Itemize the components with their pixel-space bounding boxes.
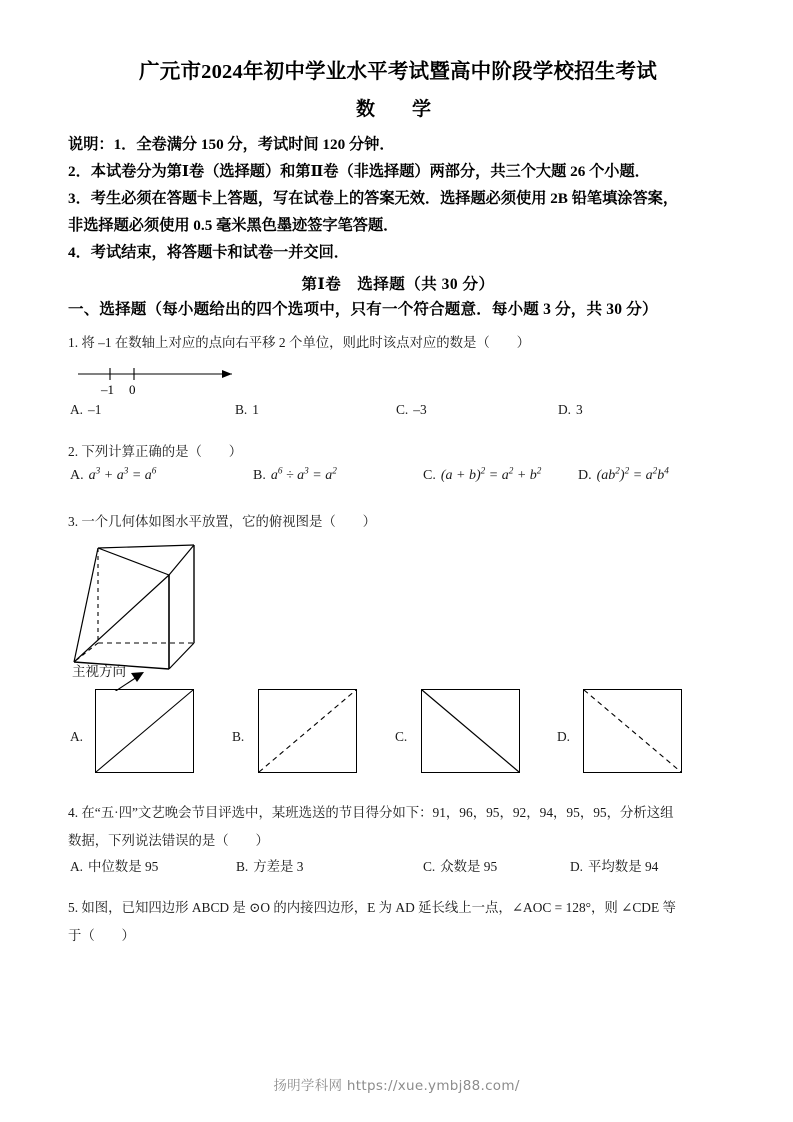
- paper-part-heading: 第Ⅰ卷 选择题（共 30 分）: [301, 275, 495, 293]
- question-3-solid-figure: [68, 535, 728, 687]
- question-2-option-b[interactable]: [253, 465, 337, 484]
- question-1-stem: [68, 329, 728, 356]
- front-view-direction-label: 主视方向: [72, 664, 126, 680]
- option-b-label: B.: [236, 859, 249, 875]
- question-2-text: 下列计算正确的是（ ）: [81, 444, 243, 460]
- option-d-label: D.: [558, 402, 572, 418]
- instruction-line-3: 3．考生必须在答题卡上答题，写在试卷上的答案无效．选择题必须使用 2B 铅笔填涂答案，: [68, 189, 679, 207]
- question-4-option-c[interactable]: [423, 856, 497, 875]
- option-c-label: C.: [423, 467, 436, 483]
- option-b-text: 方差是 3: [253, 859, 304, 875]
- question-5-text-line-2: 于（ ）: [68, 927, 135, 943]
- option-b-diagonal-icon: [258, 689, 357, 773]
- page-title: 广元市2024年初中学业水平考试暨高中阶段学校招生考试: [139, 61, 657, 83]
- question-4-option-d[interactable]: [570, 856, 658, 875]
- question-5-text-line-1: 如图，已知四边形 ABCD 是 ⊙O 的内接四边形，E 为 AD 延长线上一点，∠AOC = 128°，则 ∠CDE 等: [81, 900, 676, 916]
- question-5-line-1: [68, 894, 728, 921]
- question-1-text: 将 –1 在数轴上对应的点向右平移 2 个单位，则此时该点对应的数是（ ）: [81, 334, 530, 350]
- question-2-options: [68, 465, 728, 498]
- option-a-text: 中位数是 95: [88, 859, 159, 875]
- option-a-label: A.: [70, 467, 84, 483]
- option-c-text: 众数是 95: [440, 859, 498, 875]
- question-1-option-b[interactable]: [235, 402, 259, 418]
- question-4-text-line-1: 在“五·四”文艺晚会节目评选中，某班选送的节目得分如下：91，96，95，92，94，95，95，分析这组: [81, 805, 674, 821]
- option-d-text: 平均数是 94: [588, 859, 659, 875]
- question-1-options: [68, 402, 728, 428]
- option-c-diagonal-icon: [421, 689, 520, 773]
- option-a-label: A.: [70, 859, 84, 875]
- question-4-number: 4.: [68, 805, 79, 821]
- svg-text:–1: –1: [101, 382, 114, 398]
- section-heading: 一、选择题（每小题给出的四个选项中，只有一个符合题意．每小题 3 分，共 30 分）: [68, 300, 658, 318]
- option-b-text: 1: [252, 402, 259, 418]
- question-4-options: [68, 856, 728, 882]
- question-1-number: 1.: [68, 334, 79, 350]
- option-d-label: D.: [570, 859, 584, 875]
- site-watermark: 扬明学科网 https://xue.ymbj88.com/: [273, 1078, 520, 1094]
- question-3-option-b-label: B.: [232, 729, 245, 745]
- page-content: [68, 58, 728, 949]
- question-2-stem: [68, 438, 728, 465]
- instruction-line-5: 4．考试结束，将答题卡和试卷一并交回．: [68, 243, 349, 261]
- option-d-text: 3: [576, 402, 583, 418]
- subject-title: 数 学: [355, 98, 440, 120]
- option-a-text: –1: [88, 402, 102, 418]
- option-a-label: A.: [70, 402, 84, 418]
- question-2-option-a[interactable]: [70, 465, 157, 484]
- instruction-line-4: 非选择题必须使用 0.5 毫米黑色墨迹签字笔答题．: [68, 216, 399, 234]
- question-4-stem: [68, 799, 728, 854]
- option-b-label: B.: [235, 402, 248, 418]
- question-4-option-a[interactable]: [70, 856, 158, 875]
- exam-instructions: [68, 131, 728, 266]
- instruction-line-2: 2．本试卷分为第Ⅰ卷（选择题）和第Ⅱ卷（非选择题）两部分，共三个大题 26 个小题．: [68, 162, 650, 180]
- option-c-text: –3: [413, 402, 427, 418]
- question-4-text-line-2: 数据，下列说法错误的是（ ）: [68, 832, 269, 848]
- question-4-option-b[interactable]: [236, 856, 304, 875]
- question-3-option-c-label: C.: [395, 729, 408, 745]
- option-b-formula: $a^6 \div a^3 = a^2$: [270, 465, 337, 483]
- question-1-option-d[interactable]: [558, 402, 583, 418]
- option-c-label: C.: [423, 859, 436, 875]
- question-3-stem: [68, 508, 728, 535]
- option-a-formula: $a^3 + a^3 = a^6$: [88, 465, 157, 483]
- question-2-option-c[interactable]: [423, 465, 542, 484]
- option-c-label: C.: [396, 402, 409, 418]
- question-3-number: 3.: [68, 513, 79, 529]
- instruction-line-1: 说明：1．全卷满分 150 分，考试时间 120 分钟．: [68, 135, 395, 153]
- option-b-label: B.: [253, 467, 266, 483]
- question-5-number: 5.: [68, 900, 79, 916]
- question-5-stem: [68, 894, 728, 949]
- question-2-number: 2.: [68, 444, 79, 460]
- question-1-option-c[interactable]: [396, 402, 427, 418]
- question-4-line-1: [68, 799, 728, 826]
- question-1-number-line-figure: [68, 356, 728, 400]
- option-d-diagonal-icon: [583, 689, 682, 773]
- option-d-formula: $(ab^2)^2 = a^2b^4$: [596, 465, 669, 483]
- option-a-diagonal-icon: [95, 689, 194, 773]
- svg-text:0: 0: [129, 382, 136, 398]
- option-d-label: D.: [578, 467, 592, 483]
- question-2-option-d[interactable]: [578, 465, 669, 484]
- option-c-formula: $(a + b)^2 = a^2 + b^2$: [440, 465, 542, 483]
- question-3-options: [68, 687, 728, 787]
- question-3-option-d-label: D.: [557, 729, 571, 745]
- question-3-text: 一个几何体如图水平放置，它的俯视图是（ ）: [81, 513, 376, 529]
- question-3-option-a-label: A.: [70, 729, 84, 745]
- question-1-option-a[interactable]: [70, 402, 101, 418]
